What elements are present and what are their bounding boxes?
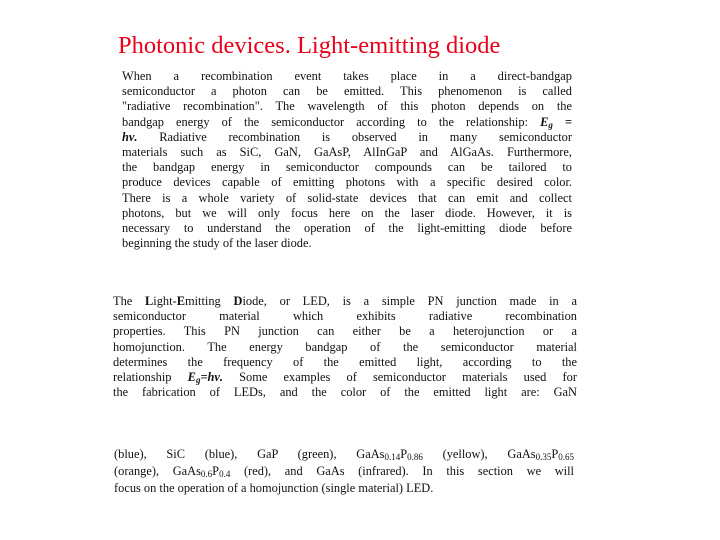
paragraph-line: There is a whole variety of solid-state devices that can emit and collect <box>122 190 572 205</box>
paragraph-line: homojunction. The energy bandgap of the semiconductor material <box>113 339 577 354</box>
paragraph-line: relationship $E_g=h\nu$. Some examples of semiconductor materials used for <box>113 370 577 386</box>
paragraph-line: (blue), SiC (blue), GaP (green), $GaAs_{0.14}P_{0.86}$ (yellow), $GaAs_{0.35}P_{0.65}$ <box>114 447 574 462</box>
slide-title: Photonic devices. Light-emitting diode <box>118 32 501 59</box>
paragraph-line: bandgap energy of the semiconductor according to the relationship: $E_g$ = <box>122 114 572 130</box>
compound-formula: $GaAs_{0.35}P_{0.65}$ <box>507 447 574 462</box>
paragraph-radiative-recombination <box>122 69 572 251</box>
paragraph-led-materials <box>114 446 574 497</box>
paragraph-line: the bandgap energy in semiconductor compounds can be tailored to <box>122 160 572 175</box>
paragraph-line: beginning the study of the laser diode. <box>122 236 312 251</box>
paragraph-line: hν. Radiative recombination is observed in many semiconductor <box>122 129 572 144</box>
paragraph-line: determines the frequency of the emitted light, according to the <box>113 354 577 369</box>
paragraph-line: semiconductor a photon can be emitted. This phenomenon is called <box>122 84 572 99</box>
energy-equation: $E_g$ = <box>540 114 572 130</box>
paragraph-line: focus on the operation of a homojunction (single material) LED. <box>114 481 434 495</box>
paragraph-line: properties. This PN junction can either be a heterojunction or a <box>113 324 577 339</box>
paragraph-line: the fabrication of LEDs, and the color of the emitted light are: GaN <box>113 385 577 400</box>
paragraph-line: (orange), $GaAs_{0.6}P_{0.4}$ (red), and GaAs (infrared). In this section we will <box>114 464 574 479</box>
energy-equation-rhs: hν. <box>122 129 138 144</box>
compound-formula: $GaAs_{0.14}P_{0.86}$ <box>356 447 423 462</box>
paragraph-led-definition <box>113 294 577 400</box>
paragraph-line: photons, but we will only focus here on the laser diode. However, it is <box>122 205 572 220</box>
paragraph-line: materials such as SiC, GaN, GaAsP, AlInGaP and AlGaAs. Furthermore, <box>122 145 572 160</box>
paragraph-line: The Light-Emitting Diode, or LED, is a simple PN junction made in a <box>113 294 577 308</box>
paragraph-line: necessary to understand the operation of the light-emitting diode before <box>122 221 572 236</box>
paragraph-line: semiconductor material which exhibits radiative recombination <box>113 309 577 324</box>
paragraph-line: produce devices capable of emitting photons with a specific desired color. <box>122 175 572 190</box>
energy-equation: $E_g=h\nu$. <box>187 370 223 386</box>
compound-formula: $GaAs_{0.6}P_{0.4}$ <box>172 464 231 479</box>
paragraph-line: When a recombination event takes place in a direct-bandgap <box>122 69 572 83</box>
paragraph-line: "radiative recombination". The wavelength of this photon depends on the <box>122 99 572 114</box>
